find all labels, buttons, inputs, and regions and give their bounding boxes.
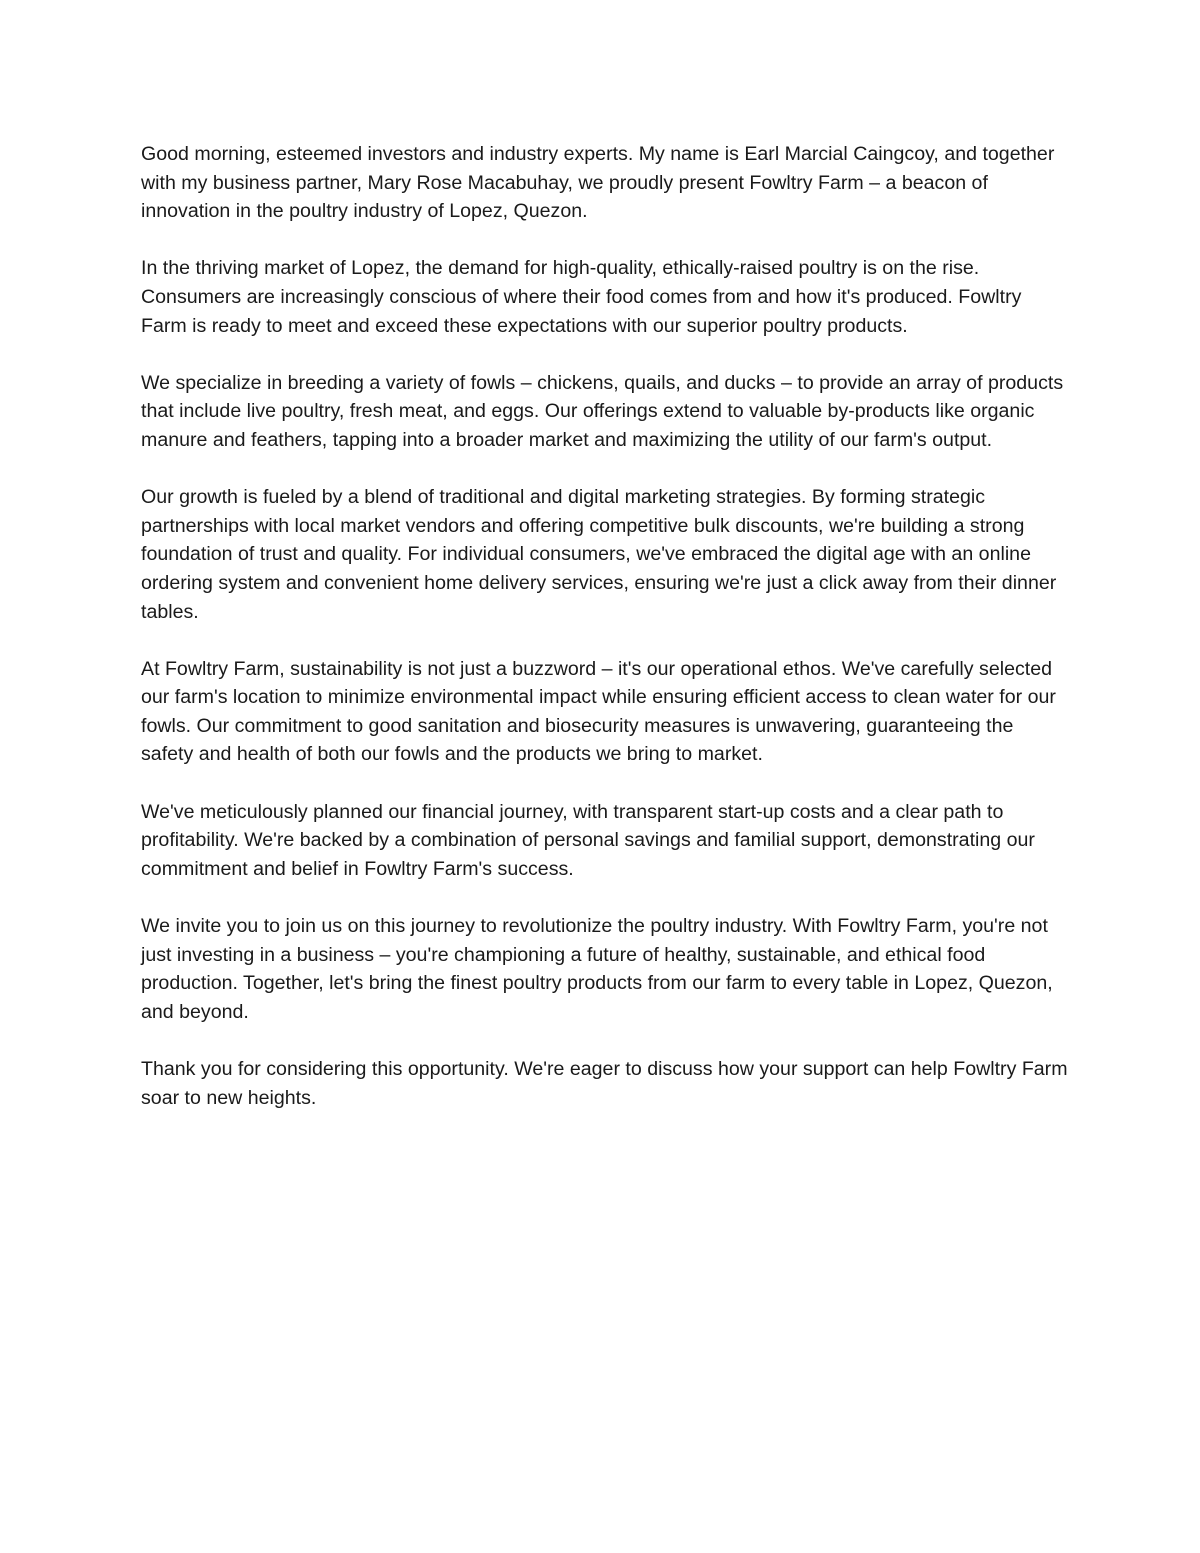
paragraph-products: We specialize in breeding a variety of fowls – chickens, quails, and ducks – to provide an array of products that include live poultry, fresh meat, and eggs. Our offerings extend to valuable by-products like organic manure and feathers, tapping into a broader market and maximizing the utility of our farm's output. xyxy=(141,371,1064,451)
paragraph-financial: We've meticulously planned our financial journey, with transparent start-up costs and a clear path to profitability. We're backed by a combination of personal savings and familial support, demonstrating our commitment and belief in Fowltry Farm's success. xyxy=(141,800,1035,880)
document-body xyxy=(141,140,1071,1141)
paragraph-market: In the thriving market of Lopez, the demand for high-quality, ethically-raised poultry is on the rise. Consumers are increasingly conscious of where their food comes from and how it's produced. Fowltry Farm is ready to meet and exceed these expectations with our superior poultry products. xyxy=(141,257,1022,337)
paragraph-invitation: We invite you to join us on this journey to revolutionize the poultry industry. With Fowltry Farm, you're not just investing in a business – you're championing a future of healthy, sustainable, and ethical food production. Together, let's bring the finest poultry products from our farm to every table in Lopez, Quezon, and beyond. xyxy=(141,915,1053,1023)
paragraph-sustainability: At Fowltry Farm, sustainability is not just a buzzword – it's our operational ethos. We've carefully selected our farm's location to minimize environmental impact while ensuring efficient access to clean water for our fowls. Our commitment to good sanitation and biosecurity measures is unwavering, guaranteeing the safety and health of both our fowls and the products we bring to market. xyxy=(141,657,1056,766)
paragraph-introduction: Good morning, esteemed investors and industry experts. My name is Earl Marcial Caingcoy, and together with my business partner, Mary Rose Macabuhay, we proudly present Fowltry Farm – a beacon of innovation in the poultry industry of Lopez, Quezon. xyxy=(141,143,1055,223)
paragraph-marketing: Our growth is fueled by a blend of traditional and digital marketing strategies. By forming strategic partnerships with local market vendors and offering competitive bulk discounts, we're building a strong foundation of trust and quality. For individual consumers, we've embraced the digital age with an online ordering system and convenient home delivery services, ensuring we're just a click away from their dinner tables. xyxy=(141,486,1057,623)
paragraph-closing: Thank you for considering this opportunity. We're eager to discuss how your support can help Fowltry Farm soar to new heights. xyxy=(141,1058,1068,1109)
